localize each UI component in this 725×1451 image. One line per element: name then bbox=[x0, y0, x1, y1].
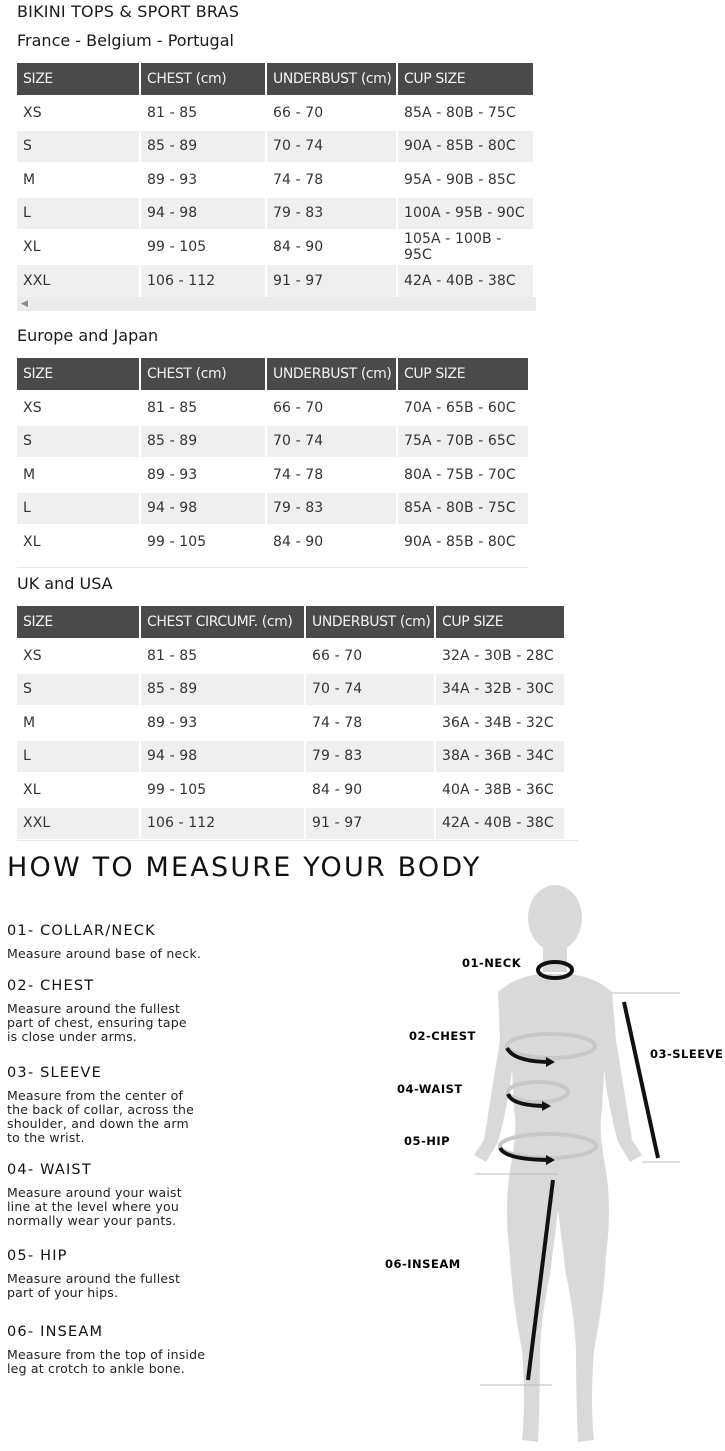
size-table-uk-usa bbox=[17, 606, 564, 839]
label-neck: 01-NECK bbox=[462, 956, 522, 970]
table-row bbox=[17, 95, 533, 129]
cell-size: L bbox=[17, 196, 141, 230]
desc-line: part of your hips. bbox=[7, 1285, 119, 1300]
cell-cup-size: 100A - 95B - 90C bbox=[398, 196, 533, 230]
label-inseam: 06-INSEAM bbox=[385, 1257, 461, 1271]
table-row bbox=[17, 162, 533, 196]
desc-line: Measure around base of neck. bbox=[7, 946, 202, 961]
scroll-left-icon[interactable]: ◀ bbox=[21, 299, 28, 309]
header-size: SIZE bbox=[17, 63, 141, 95]
table-header-row bbox=[17, 358, 528, 390]
cell-cup-size: 42A - 40B - 38C bbox=[398, 263, 533, 297]
label-hip: 05-HIP bbox=[404, 1134, 451, 1148]
cell-size: M bbox=[17, 705, 141, 739]
desc-line: the back of collar, across the bbox=[7, 1102, 194, 1117]
cell-underbust: 70 - 74 bbox=[267, 424, 398, 458]
step-desc-waist bbox=[7, 1186, 222, 1228]
cell-underbust: 66 - 70 bbox=[267, 390, 398, 424]
table-row bbox=[17, 806, 564, 840]
cell-cup-size: 34A - 32B - 30C bbox=[436, 672, 564, 706]
cell-chest: 99 - 105 bbox=[141, 524, 267, 558]
table-divider bbox=[17, 567, 528, 568]
table-row bbox=[17, 491, 528, 525]
cell-cup-size: 105A - 100B - 95C bbox=[398, 229, 533, 263]
desc-line: Measure from the top of inside bbox=[7, 1347, 206, 1362]
cell-size: XL bbox=[17, 524, 141, 558]
cell-cup-size: 42A - 40B - 38C bbox=[436, 806, 564, 840]
cell-underbust: 84 - 90 bbox=[306, 772, 436, 806]
page-title: BIKINI TOPS & SPORT BRAS bbox=[17, 2, 240, 21]
label-waist: 04-WAIST bbox=[397, 1082, 463, 1096]
cell-cup-size: 85A - 80B - 75C bbox=[398, 491, 528, 525]
step-title-hip: 05- HIP bbox=[7, 1248, 68, 1264]
table-row bbox=[17, 638, 564, 672]
cell-chest: 106 - 112 bbox=[141, 263, 267, 297]
cell-underbust: 70 - 74 bbox=[306, 672, 436, 706]
cell-chest: 81 - 85 bbox=[141, 390, 267, 424]
header-cup-size: CUP SIZE bbox=[398, 63, 533, 95]
body-measurement-figure bbox=[380, 880, 725, 1451]
cell-cup-size: 38A - 36B - 34C bbox=[436, 739, 564, 773]
table-row bbox=[17, 129, 533, 163]
cell-size: L bbox=[17, 739, 141, 773]
table-row bbox=[17, 672, 564, 706]
table-row bbox=[17, 390, 528, 424]
step-title-inseam: 06- INSEAM bbox=[7, 1324, 104, 1340]
header-cup-size: CUP SIZE bbox=[436, 606, 564, 638]
step-desc-hip bbox=[7, 1272, 222, 1300]
step-title-neck: 01- COLLAR/NECK bbox=[7, 923, 156, 939]
cell-underbust: 74 - 78 bbox=[267, 162, 398, 196]
region-title-france: France - Belgium - Portugal bbox=[17, 31, 234, 50]
desc-line: Measure from the center of bbox=[7, 1088, 184, 1103]
desc-line: Measure around the fullest bbox=[7, 1271, 181, 1286]
cell-cup-size: 90A - 85B - 80C bbox=[398, 524, 528, 558]
step-title-waist: 04- WAIST bbox=[7, 1162, 92, 1178]
cell-cup-size: 85A - 80B - 75C bbox=[398, 95, 533, 129]
cell-cup-size: 75A - 70B - 65C bbox=[398, 424, 528, 458]
cell-cup-size: 70A - 65B - 60C bbox=[398, 390, 528, 424]
cell-cup-size: 40A - 38B - 36C bbox=[436, 772, 564, 806]
cell-cup-size: 95A - 90B - 85C bbox=[398, 162, 533, 196]
table-row bbox=[17, 772, 564, 806]
desc-line: normally wear your pants. bbox=[7, 1213, 177, 1228]
cell-size: XS bbox=[17, 638, 141, 672]
table-row bbox=[17, 229, 533, 263]
cell-underbust: 79 - 83 bbox=[267, 196, 398, 230]
table-divider bbox=[17, 840, 578, 841]
step-title-chest: 02- CHEST bbox=[7, 978, 95, 994]
cell-chest: 99 - 105 bbox=[141, 772, 306, 806]
label-chest: 02-CHEST bbox=[409, 1029, 476, 1043]
header-underbust: UNDERBUST (cm) bbox=[267, 63, 398, 95]
cell-chest: 89 - 93 bbox=[141, 457, 267, 491]
desc-line: part of chest, ensuring tape bbox=[7, 1015, 187, 1030]
table-row bbox=[17, 424, 528, 458]
table-header-row bbox=[17, 63, 533, 95]
cell-chest: 85 - 89 bbox=[141, 424, 267, 458]
desc-line: Measure around your waist bbox=[7, 1185, 182, 1200]
cell-underbust: 84 - 90 bbox=[267, 524, 398, 558]
how-to-measure-title: HOW TO MEASURE YOUR BODY bbox=[7, 852, 482, 883]
cell-size: XL bbox=[17, 772, 141, 806]
table-row bbox=[17, 705, 564, 739]
cell-cup-size: 80A - 75B - 70C bbox=[398, 457, 528, 491]
cell-chest: 94 - 98 bbox=[141, 491, 267, 525]
header-size: SIZE bbox=[17, 358, 141, 390]
table-header-row bbox=[17, 606, 564, 638]
cell-cup-size: 90A - 85B - 80C bbox=[398, 129, 533, 163]
cell-underbust: 66 - 70 bbox=[267, 95, 398, 129]
cell-size: XXL bbox=[17, 263, 141, 297]
cell-chest: 85 - 89 bbox=[141, 129, 267, 163]
cell-size: S bbox=[17, 672, 141, 706]
cell-chest: 89 - 93 bbox=[141, 705, 306, 739]
cell-chest: 81 - 85 bbox=[141, 95, 267, 129]
cell-underbust: 74 - 78 bbox=[306, 705, 436, 739]
cell-chest: 99 - 105 bbox=[141, 229, 267, 263]
cell-underbust: 91 - 97 bbox=[267, 263, 398, 297]
header-cup-size: CUP SIZE bbox=[398, 358, 528, 390]
header-chest: CHEST (cm) bbox=[141, 63, 267, 95]
table-row bbox=[17, 524, 528, 558]
table-row bbox=[17, 196, 533, 230]
header-chest: CHEST (cm) bbox=[141, 358, 267, 390]
cell-underbust: 79 - 83 bbox=[306, 739, 436, 773]
cell-size: M bbox=[17, 457, 141, 491]
cell-underbust: 79 - 83 bbox=[267, 491, 398, 525]
cell-chest: 81 - 85 bbox=[141, 638, 306, 672]
cell-cup-size: 36A - 34B - 32C bbox=[436, 705, 564, 739]
header-chest: CHEST CIRCUMF. (cm) bbox=[141, 606, 306, 638]
cell-underbust: 70 - 74 bbox=[267, 129, 398, 163]
table-row bbox=[17, 457, 528, 491]
header-underbust: UNDERBUST (cm) bbox=[267, 358, 398, 390]
cell-underbust: 74 - 78 bbox=[267, 457, 398, 491]
step-title-sleeve: 03- SLEEVE bbox=[7, 1065, 102, 1081]
cell-underbust: 66 - 70 bbox=[306, 638, 436, 672]
cell-size: L bbox=[17, 491, 141, 525]
table-row bbox=[17, 263, 533, 297]
step-desc-sleeve bbox=[7, 1089, 222, 1145]
cell-size: M bbox=[17, 162, 141, 196]
desc-line: leg at crotch to ankle bone. bbox=[7, 1361, 185, 1376]
size-table-france bbox=[17, 63, 533, 297]
step-desc-inseam bbox=[7, 1348, 222, 1376]
horizontal-scrollbar[interactable] bbox=[17, 297, 536, 311]
cell-size: S bbox=[17, 424, 141, 458]
desc-line: line at the level where you bbox=[7, 1199, 179, 1214]
cell-chest: 106 - 112 bbox=[141, 806, 306, 840]
desc-line: is close under arms. bbox=[7, 1029, 137, 1044]
table-row bbox=[17, 739, 564, 773]
desc-line: to the wrist. bbox=[7, 1130, 85, 1145]
label-sleeve: 03-SLEEVE bbox=[650, 1047, 724, 1061]
cell-size: XXL bbox=[17, 806, 141, 840]
step-desc-neck bbox=[7, 947, 222, 961]
cell-chest: 85 - 89 bbox=[141, 672, 306, 706]
cell-chest: 94 - 98 bbox=[141, 196, 267, 230]
cell-size: XS bbox=[17, 95, 141, 129]
desc-line: shoulder, and down the arm bbox=[7, 1116, 189, 1131]
header-underbust: UNDERBUST (cm) bbox=[306, 606, 436, 638]
header-size: SIZE bbox=[17, 606, 141, 638]
cell-size: S bbox=[17, 129, 141, 163]
desc-line: Measure around the fullest bbox=[7, 1001, 181, 1016]
cell-chest: 89 - 93 bbox=[141, 162, 267, 196]
region-title-europe-japan: Europe and Japan bbox=[17, 326, 159, 345]
cell-cup-size: 32A - 30B - 28C bbox=[436, 638, 564, 672]
region-title-uk-usa: UK and USA bbox=[17, 574, 113, 593]
cell-underbust: 91 - 97 bbox=[306, 806, 436, 840]
cell-size: XL bbox=[17, 229, 141, 263]
size-table-europe-japan bbox=[17, 358, 528, 558]
step-desc-chest bbox=[7, 1002, 222, 1044]
cell-underbust: 84 - 90 bbox=[267, 229, 398, 263]
cell-size: XS bbox=[17, 390, 141, 424]
cell-chest: 94 - 98 bbox=[141, 739, 306, 773]
